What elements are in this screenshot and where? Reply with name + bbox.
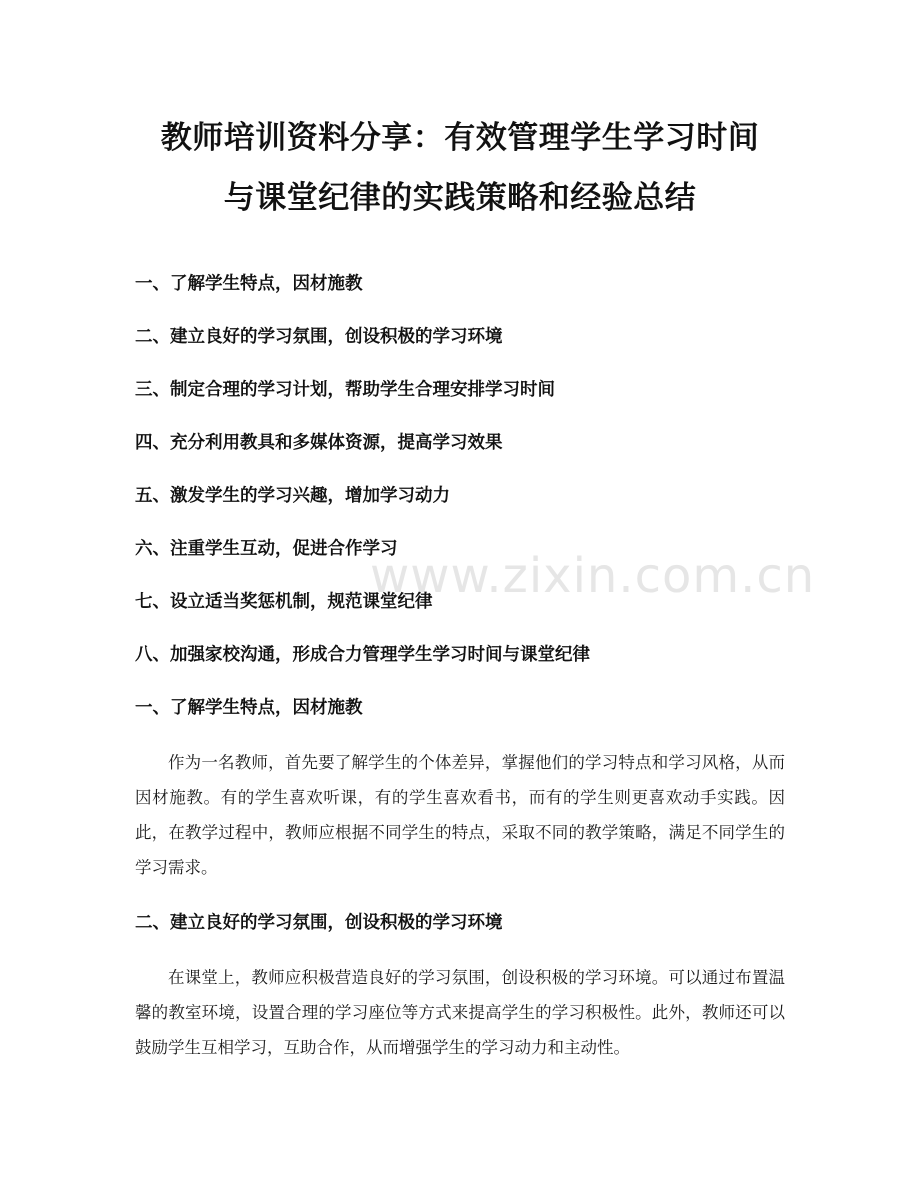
document-content [135, 0, 785, 1065]
section-heading: 二、建立良好的学习氛围，创设积极的学习环境 [135, 913, 503, 933]
outline-item-8: 八、加强家校沟通，形成合力管理学生学习时间与课堂纪律 [135, 645, 590, 665]
outline-item-1: 一、了解学生特点，因材施教 [135, 274, 363, 294]
outline-item-3: 三、制定合理的学习计划，帮助学生合理安排学习时间 [135, 380, 555, 400]
title-line-1: 教师培训资料分享：有效管理学生学习时间 [160, 120, 760, 156]
section-heading: 一、了解学生特点，因材施教 [135, 698, 363, 718]
section-1 [135, 682, 785, 885]
outline-item-4: 四、充分利用教具和多媒体资源，提高学习效果 [135, 433, 503, 453]
outline-item-5: 五、激发学生的学习兴趣，增加学习动力 [135, 486, 450, 506]
outline-item-7: 七、设立适当奖惩机制，规范课堂纪律 [135, 592, 433, 612]
outline-item-6: 六、注重学生互动，促进合作学习 [135, 539, 398, 559]
document-title [135, 0, 785, 228]
section-paragraph: 作为一名教师，首先要了解学生的个体差异，掌握他们的学习特点和学习风格，从而因材施教。有的学生喜欢听课，有的学生喜欢看书，而有的学生则更喜欢动手实践。因此，在教学过程中，教师应根据不同学生的特点，采取不同的教学策略，满足不同学生的学习需求。 [135, 753, 785, 877]
section-2 [135, 897, 785, 1065]
section-paragraph: 在课堂上，教师应积极营造良好的学习氛围，创设积极的学习环境。可以通过布置温馨的教室环境，设置合理的学习座位等方式来提高学生的学习积极性。此外，教师还可以鼓励学生互相学习，互助合作，从而增强学生的学习动力和主动性。 [135, 968, 785, 1057]
title-line-2: 与课堂纪律的实践策略和经验总结 [223, 180, 697, 216]
outline-item-2: 二、建立良好的学习氛围，创设积极的学习环境 [135, 327, 503, 347]
outline-list [135, 258, 785, 682]
watermark: www.zixin.com.cn [370, 548, 816, 604]
